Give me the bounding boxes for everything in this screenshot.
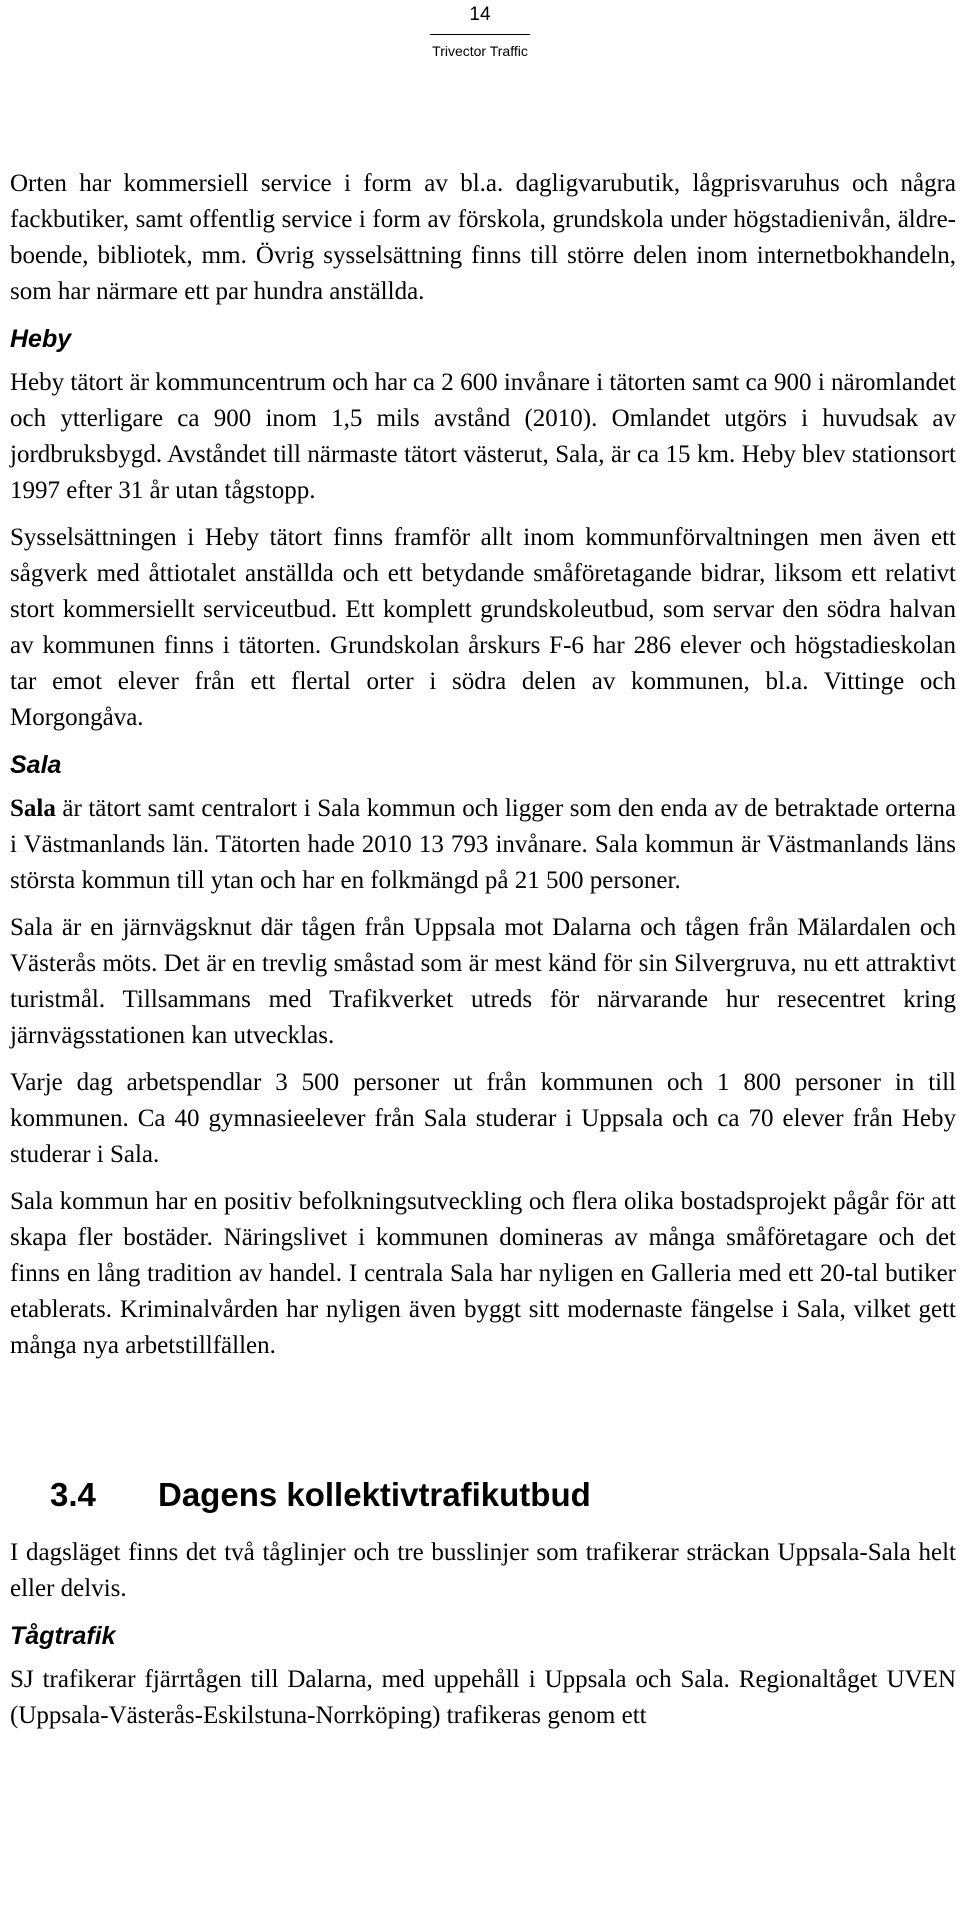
intro-paragraph: Orten har kommersiell service i form av bl.a. dagligvarubutik, lågprisvaruhus och några fackbutiker, samt offentlig service i form av förskola, grundskola under högstadienivån, äldre-boende, bibliotek, mm. Övrig sysselsättning finns till större delen inom internetbokhandeln, som har närmare ett par hundra anställda.	[10, 170, 956, 305]
section-spacer	[10, 1375, 956, 1475]
heading-heby: Heby	[10, 325, 72, 353]
sala-paragraph-1	[10, 791, 956, 899]
heading-tagtrafik: Tågtrafik	[10, 1622, 116, 1650]
sala-paragraph-1-text: är tätort samt centralort i Sala kommun och ligger som den enda av de betraktade orterna i Västmanlands län. Tätorten hade 2010 13 793 invånare. Sala kommun är Västmanlands läns största kommun till ytan och har en folkmängd på 21 500 personer.	[10, 795, 956, 894]
heby-paragraph-2: Sysselsättningen i Heby tätort finns framför allt inom kommunförvaltningen men även ett sågverk med åttiotalet anställda och ett betydande småföretagande bidrar, liksom ett relativt stort kommersiellt serviceutbud. Ett komplett grundskoleutbud, som servar den södra halvan av kommunen finns i tätorten. Grundskolan årskurs F-6 har 286 elever och högstadieskolan tar emot elever från ett flertal orter i södra delen av kommunen, bl.a. Vittinge och Morgongåva.	[10, 524, 956, 731]
sala-paragraph-3: Varje dag arbetspendlar 3 500 personer ut från kommunen och 1 800 personer in till kommunen. Ca 40 gymnasieelever från Sala studerar i Uppsala och ca 70 elever från Heby studerar i Sala.	[10, 1069, 956, 1168]
running-title: Trivector Traffic	[432, 43, 528, 59]
section-title: Dagens kollektivtrafikutbud	[158, 1476, 591, 1513]
page-header	[425, 0, 535, 59]
heading-sala: Sala	[10, 751, 62, 779]
section-number: 3.4	[50, 1476, 96, 1513]
page-number: 14	[469, 4, 491, 25]
sala-paragraph-4: Sala kommun har en positiv befolkningsutveckling och flera olika bostadsprojekt pågår för att skapa fler bostäder. Näringslivet i kommunen domineras av många småföretagare och det finns en lång tradition av handel. I centrala Sala har nyligen en Galleria med ett 20-tal butiker etablerats. Kriminalvården har nyligen även byggt sitt modernaste fängelse i Sala, vilket gett många nya arbetstillfällen.	[10, 1188, 956, 1359]
section-paragraph-1: I dagsläget finns det två tåglinjer och tre busslinjer som trafikerar sträckan Uppsala-Sala helt eller delvis.	[10, 1539, 956, 1602]
header-rule	[430, 34, 530, 35]
sala-bold-term: Sala	[10, 795, 56, 822]
sala-paragraph-2: Sala är en järnvägsknut där tågen från Uppsala mot Dalarna och tågen från Mälardalen och Västerås möts. Det är en trevlig småstad som är mest känd för sin Silvergruva, nu ett attraktivt turistmål. Tillsammans med Trafikverket utreds för närvarande hur resecentret kring järnvägsstationen kan utvecklas.	[10, 914, 956, 1049]
heby-paragraph-1: Heby tätort är kommuncentrum och har ca 2 600 invånare i tätorten samt ca 900 i näromlandet och ytterligare ca 900 inom 1,5 mils avstånd (2010). Omlandet utgörs i huvudsak av jordbruksbygd. Avståndet till närmaste tätort västerut, Sala, är ca 15 km. Heby blev stationsort 1997 efter 31 år utan tågstopp.	[10, 369, 956, 504]
section-heading	[10, 1475, 956, 1515]
page-content	[10, 166, 956, 1745]
tagtrafik-paragraph-1: SJ trafikerar fjärrtågen till Dalarna, med uppehåll i Uppsala och Sala. Regionaltåget UVEN (Uppsala-Västerås-Eskilstuna-Norrköping) trafikeras genom ett	[10, 1666, 956, 1729]
